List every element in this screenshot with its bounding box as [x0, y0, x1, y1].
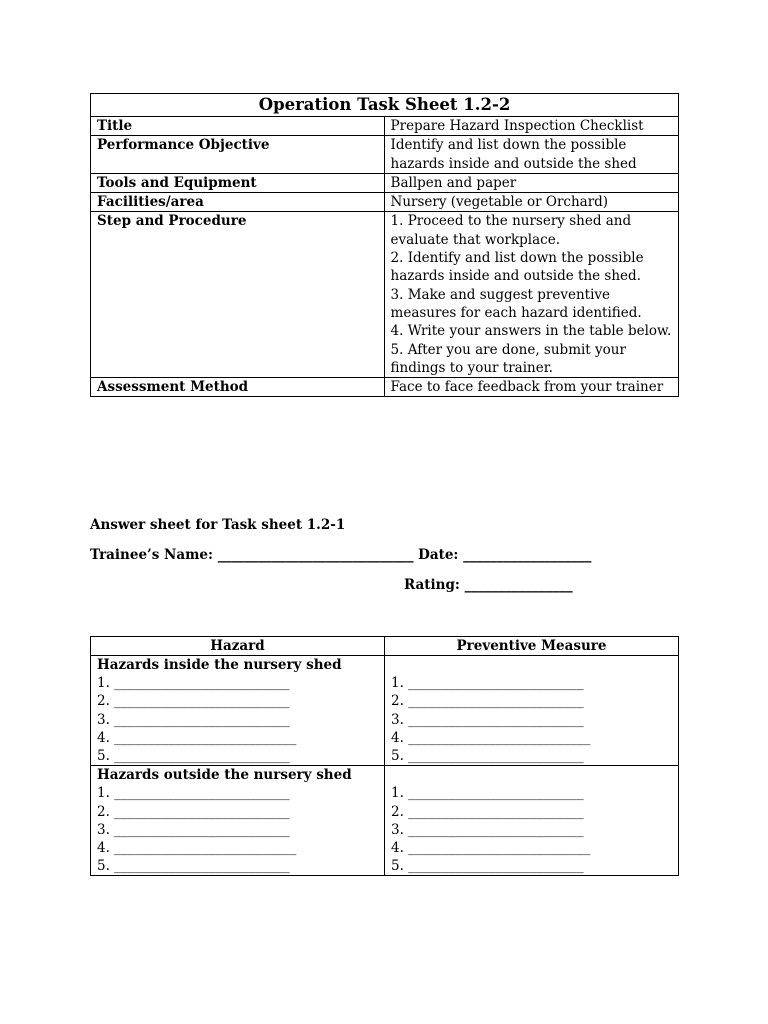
measure-blank[interactable]: 5. __________________________ — [391, 858, 584, 875]
row-value: Face to face feedback from your trainer — [384, 378, 678, 397]
task-row-objective — [91, 136, 679, 174]
row-label: Title — [91, 117, 385, 136]
measure-blank[interactable]: 3. __________________________ — [391, 821, 584, 838]
spacer — [391, 656, 672, 674]
inside-section-label: Hazards inside the nursery shed — [97, 657, 342, 673]
task-row-title — [91, 117, 679, 136]
hazard-blank[interactable]: 1. __________________________ — [97, 675, 290, 692]
steps-list — [384, 212, 678, 378]
spacer — [391, 766, 672, 784]
hazard-blank[interactable]: 4. ___________________________ — [97, 729, 297, 746]
step-item: 3. Make and suggest preventive measures for each hazard identified. — [390, 286, 642, 321]
inside-measure-cell — [385, 656, 679, 766]
hazard-column-header: Hazard — [91, 637, 385, 656]
step-item: 2. Identify and list down the possible hazards inside and outside the shed. — [390, 250, 644, 285]
measure-column-header: Preventive Measure — [385, 637, 679, 656]
outside-measure-cell — [385, 766, 679, 876]
outside-section-row — [91, 766, 679, 876]
task-row-facilities — [91, 193, 679, 212]
trainee-label: Trainee’s Name: — [90, 547, 213, 563]
rating-blank[interactable]: ________________ — [464, 577, 573, 593]
measure-blank[interactable]: 3. __________________________ — [391, 711, 584, 728]
outside-hazard-cell — [91, 766, 385, 876]
row-value: Nursery (vegetable or Orchard) — [384, 193, 678, 212]
row-value: Prepare Hazard Inspection Checklist — [384, 117, 678, 136]
hazard-blank[interactable]: 3. __________________________ — [97, 821, 290, 838]
task-row-assessment — [91, 378, 679, 397]
date-label: Date: — [418, 547, 459, 563]
measure-blank[interactable]: 1. __________________________ — [391, 675, 584, 692]
hazard-blank[interactable]: 2. __________________________ — [97, 693, 290, 710]
task-row-tools — [91, 173, 679, 192]
hazard-blank[interactable]: 5. __________________________ — [97, 748, 290, 765]
inside-section-row — [91, 656, 679, 766]
row-label: Facilities/area — [91, 193, 385, 212]
hazard-blank[interactable]: 1. __________________________ — [97, 785, 290, 802]
step-item: 5. After you are done, submit your findings to your trainer. — [390, 341, 626, 376]
measure-blank[interactable]: 5. __________________________ — [391, 748, 584, 764]
measure-blank[interactable]: 2. __________________________ — [391, 803, 584, 820]
answer-sheet-title: Answer sheet for Task sheet 1.2-1 — [90, 517, 346, 533]
measure-blank[interactable]: 4. ___________________________ — [391, 729, 591, 746]
measure-blank[interactable]: 2. __________________________ — [391, 693, 584, 710]
rating-label: Rating: — [404, 577, 460, 593]
trainee-date-line — [90, 547, 591, 563]
hazard-blank[interactable]: 2. __________________________ — [97, 803, 290, 820]
hazard-blank[interactable]: 5. __________________________ — [97, 858, 290, 875]
step-item: 4. Write your answers in the table below. — [390, 323, 672, 340]
trainee-name-blank[interactable]: _____________________________ — [217, 547, 414, 563]
row-label: Performance Objective — [91, 136, 385, 174]
row-value: Identify and list down the possible hazards inside and outside the shed — [384, 136, 678, 174]
row-value: Ballpen and paper — [384, 173, 678, 192]
row-label: Step and Procedure — [91, 212, 385, 378]
answer-table — [90, 636, 679, 876]
task-sheet-heading: Operation Task Sheet 1.2-2 — [91, 94, 679, 117]
task-sheet-table — [90, 93, 679, 397]
outside-section-label: Hazards outside the nursery shed — [97, 767, 352, 784]
hazard-blank[interactable]: 4. ___________________________ — [97, 840, 297, 857]
inside-hazard-cell — [91, 656, 385, 766]
step-item: 1. Proceed to the nursery shed and evaluate that workplace. — [390, 213, 632, 248]
row-label: Assessment Method — [91, 378, 385, 397]
date-blank[interactable]: ___________________ — [463, 547, 592, 563]
measure-blank[interactable]: 1. __________________________ — [391, 785, 584, 802]
task-row-steps — [91, 212, 679, 378]
row-label: Tools and Equipment — [91, 173, 385, 192]
measure-blank[interactable]: 4. ___________________________ — [391, 840, 591, 857]
rating-line — [404, 577, 573, 593]
hazard-blank[interactable]: 3. __________________________ — [97, 711, 290, 728]
